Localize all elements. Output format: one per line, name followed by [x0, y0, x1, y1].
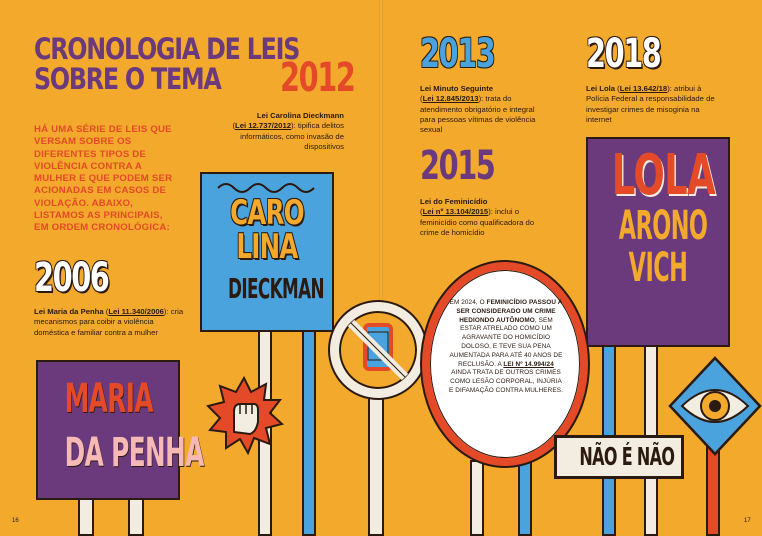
- info-text-highlight: FEMINICÍDIO PASSOU A SER CONSIDERADO UM CRIME HEDIONDO AUTÔNOMO: [456, 299, 563, 324]
- sign-carolina-line-3: DIECKMAN: [228, 272, 324, 305]
- intro-text: HÁ UMA SÉRIE DE LEIS QUE VERSAM SOBRE OS DIFERENTES TIPOS DE VIOLÊNCIA CONTRA A MULHER E QUE PODEM SER ACIONADAS EM CASOS DE VIOLAÇÃO. ABAIXO, LISTAMOS AS PRINCIPAIS, EM ORDEM CRONOLÓGICA:: [34, 124, 173, 234]
- sign-carolina-line-2: LINA: [236, 227, 298, 267]
- sign-maria-line-2: DA PENHA: [64, 430, 204, 476]
- law-2018-name: Lei Lola: [586, 84, 616, 93]
- sign-maria-da-penha: [36, 360, 204, 500]
- info-sign-pole-2: [518, 460, 532, 536]
- maria-sign-pole: [78, 496, 94, 536]
- sign-maria-line-1: MARIA: [64, 376, 153, 422]
- law-2018-ref[interactable]: Lei 13.642/18: [619, 84, 668, 93]
- law-2013-desc: trata do atendimento obrigatório e integral para pessoas vítimas de violência sexual: [420, 94, 536, 135]
- wavy-line-icon: [216, 180, 320, 194]
- info-circle-text: [448, 299, 564, 396]
- sign-lola-line-3: VICH: [628, 245, 688, 291]
- law-2012-text: Lei Carolina Dieckmann (Lei 12.737/2012): tipifica delitos informáticos, como invasão de dispositivos: [232, 111, 344, 151]
- page-title: [34, 32, 300, 96]
- law-2006-text: Lei Maria da Penha (Lei 11.340/2006): cria mecanismos para coibir a violência doméstica e familiar contra a mulher: [34, 307, 184, 337]
- info-law-ref[interactable]: LEI Nº 14.994/24: [503, 360, 554, 368]
- year-2006: 2006: [34, 255, 109, 301]
- law-2013-ref[interactable]: Lei 12.845/2013: [422, 94, 479, 104]
- info-sign-pole: [470, 460, 484, 536]
- law-2012-name: Lei Carolina Dieckmann: [256, 111, 344, 120]
- info-text-part-2: , SEM ESTAR ATRELADO COMO UM AGRAVANTE DO HOMICÍDIO DOLOSO, E TEVE SUA PENA AUMENTADA PARA ATÉ 40 ANOS DE RECLUSÃO. A: [449, 316, 563, 368]
- law-2018-desc: atribui à Polícia Federal a responsabilidade de investigar crimes de misoginia na internet: [586, 84, 715, 124]
- title-line-1: CRONOLOGIA DE LEIS: [34, 32, 300, 66]
- maria-sign-pole-2: [128, 496, 144, 536]
- year-2013: 2013: [420, 31, 495, 77]
- law-2015-text: Lei do Feminicídio (Lei nº 13.104/2015): inclui o feminicídio como qualificadora do crime de homicídio: [420, 197, 535, 237]
- sign-lola-line-2: ARONO: [618, 203, 708, 249]
- sign-carolina-dieckman: [200, 172, 334, 332]
- noban-sign-pole: [368, 392, 384, 536]
- sign-lola-aronovich: [586, 137, 730, 347]
- page-number-right: 17: [744, 518, 751, 524]
- law-2006-desc: cria mecanismos para coibir a violência doméstica e familiar contra a mulher: [34, 307, 184, 337]
- page-number-left: 16: [12, 518, 19, 524]
- law-2015-desc: inclui o feminicídio como qualificadora do crime de homicídio: [420, 207, 535, 237]
- law-2006-ref[interactable]: Lei 11.340/2006: [108, 307, 164, 316]
- raised-fist-icon: [204, 376, 284, 456]
- law-2012-ref[interactable]: Lei 12.737/2012: [235, 121, 291, 131]
- sign-lola-line-1: LOLA: [611, 143, 715, 208]
- law-2006-name: Lei Maria da Penha: [34, 307, 104, 316]
- law-2013-text: Lei Minuto Seguinte (Lei 12.845/2013): trata do atendimento obrigatório e integral para pessoas vítimas de violência sexual: [420, 84, 536, 135]
- year-2015: 2015: [420, 143, 495, 189]
- title-line-2: SOBRE O TEMA: [34, 62, 221, 96]
- law-2018-text: Lei Lola (Lei 13.642/18): atribui à Polícia Federal a responsabilidade de investigar crimes de misoginia na internet: [586, 84, 715, 124]
- sign-nao-text: NÃO É NÃO: [579, 442, 675, 471]
- year-2018: 2018: [586, 31, 661, 77]
- sign-carolina-line-1: CARO: [230, 193, 304, 233]
- law-2015-name: Lei do Feminicídio: [420, 197, 488, 206]
- law-2013-name: Lei Minuto Seguinte: [420, 84, 494, 93]
- year-2012: 2012: [280, 55, 355, 101]
- carolina-sign-pole-2: [302, 330, 316, 536]
- info-text-part-3: AINDA TRATA DE OUTROS CRIMES COMO LESÃO CORPORAL, INJÚRIA E DIFAMAÇÃO CONTRA MULHERES.: [449, 369, 563, 394]
- sign-nao-e-nao: [554, 435, 684, 479]
- info-text-part-1: EM 2024, O: [449, 299, 487, 306]
- law-2012-desc: tipifica delitos informáticos, como invasão de dispositivos: [240, 121, 344, 151]
- law-2015-ref[interactable]: Lei nº 13.104/2015: [422, 207, 489, 217]
- phone-icon: [339, 311, 417, 389]
